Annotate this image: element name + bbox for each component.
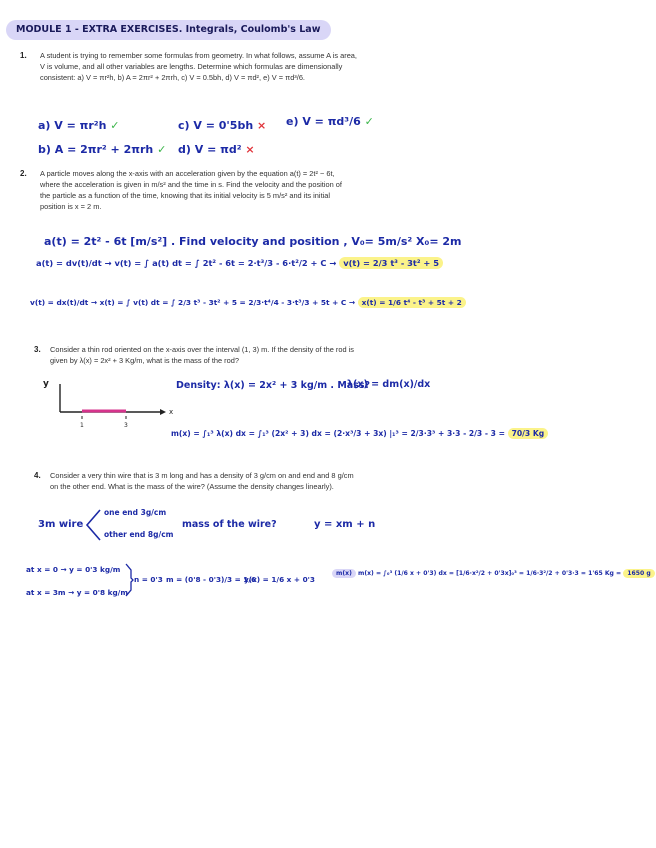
question-2-text — [40, 168, 412, 212]
question-2-line: where the acceleration is given in m/s² and the time in s. Find the velocity and the position of — [40, 180, 342, 189]
question-4-line: Consider a very thin wire that is 3 m long and has a density of 3 g/cm on and end and 8 g/cm — [50, 471, 354, 480]
question-3-number: 3. — [34, 345, 41, 354]
q3-mass-work — [171, 430, 548, 438]
question-3-line: Consider a thin rod oriented on the x-axis over the interval (1, 3) m. If the density of the rod is — [50, 345, 354, 354]
q4-mass-question: mass of the wire? — [182, 519, 277, 530]
q4-mass-work — [332, 571, 655, 577]
q4-at-zero: at x = 0 → y = 0'3 kg/m — [26, 565, 121, 574]
question-1-text — [40, 50, 412, 83]
q3-mass-derivation: m(x) = ∫₁³ λ(x) dx = ∫₁³ (2x² + 3) dx = (2·x³/3 + 3x) |₁³ = 2/3·3³ + 3·3 - 2/3 - 3 = — [171, 429, 505, 438]
q4-mass-result: 1650 g — [623, 569, 654, 578]
q4-end1: one end 3g/cm — [104, 508, 167, 517]
answer-1d-text: d) V = πd² — [178, 143, 242, 156]
question-2-line: the particle as a function of the time, knowing that its initial velocity is 5 m/s² and its initial — [40, 191, 331, 200]
q4-slope: m = (0'8 - 0'3)/3 = 1/6 — [166, 575, 257, 584]
question-1-line: consistent: a) V = πr²h, b) A = 2πr² + 2πrh, c) V = 0.5bh, d) V = πd², e) V = πd³/6. — [40, 73, 305, 82]
tick-3-label: 3 — [124, 422, 128, 429]
q3-density: Density: λ(x) = 2x² + 3 kg/m . Mass? — [176, 380, 371, 391]
question-1-line: A student is trying to remember some formulas from geometry. In what follows, assume A is area, — [40, 51, 357, 60]
q4-y-of-x: y(x) = 1/6 x + 0'3 — [244, 575, 315, 584]
wire-brace-icon — [84, 508, 102, 542]
check-icon: ✓ — [157, 143, 167, 156]
answer-1c — [178, 120, 266, 131]
q3-lambda-definition: λ(x) = dm(x)/dx — [347, 379, 431, 390]
answer-1e — [286, 116, 374, 127]
q2-velocity-result: v(t) = 2/3 t³ - 3t² + 5 — [339, 257, 443, 269]
answer-1d — [178, 144, 255, 155]
question-2-line: A particle moves along the x-axis with an acceleration given by the equation a(t) = 2t² − 6t, — [40, 169, 335, 178]
answer-1a-text: a) V = πr²h — [38, 119, 107, 132]
x-axis-label: x — [169, 408, 174, 416]
question-3-line: given by λ(x) = 2x² + 3 Kg/m, what is the mass of the rod? — [50, 356, 239, 365]
y-axis-label: y — [43, 379, 49, 389]
x-axis-arrow-icon — [160, 409, 166, 415]
q2-work-velocity — [36, 259, 443, 267]
check-icon: ✓ — [110, 119, 120, 132]
q2-position-derivation: v(t) = dx(t)/dt → x(t) = ∫ v(t) dt = ∫ 2/3 t³ - 3t² + 5 = 2/3·t⁴/4 - 3·t³/3 + 5t + C → — [30, 298, 356, 307]
q2-work-position — [30, 299, 466, 306]
q4-line-equation: y = xm + n — [314, 519, 376, 530]
q2-velocity-derivation: a(t) = dv(t)/dt → v(t) = ∫ a(t) dt = ∫ 2t² - 6t = 2·t³/3 - 6·t²/2 + C → — [36, 258, 337, 268]
question-2-number: 2. — [20, 169, 27, 178]
q4-wire: 3m wire — [38, 519, 84, 530]
answer-1b-text: b) A = 2πr² + 2πrh — [38, 143, 154, 156]
question-2-line: position is x = 2 m. — [40, 202, 102, 211]
question-3-text — [50, 344, 440, 366]
q4-n: n = 0'3 — [134, 575, 163, 584]
answer-1e-text: e) V = πd³/6 — [286, 115, 361, 128]
question-1-line: V is volume, and all other variables are lengths. Determine which formulas are dimensionally — [40, 62, 343, 71]
system-brace-icon — [124, 562, 134, 598]
question-4-text — [50, 470, 440, 492]
q3-mass-result: 70/3 Kg — [508, 428, 549, 439]
question-4-number: 4. — [34, 471, 41, 480]
q4-mass-label: m(x) — [332, 569, 356, 578]
cross-icon: × — [245, 143, 255, 156]
q2-position-result: x(t) = 1/6 t⁴ - t³ + 5t + 2 — [358, 297, 466, 308]
page-title: MODULE 1 - EXTRA EXERCISES. Integrals, Coulomb's Law — [6, 20, 331, 40]
tick-1-label: 1 — [80, 422, 84, 429]
check-icon: ✓ — [364, 115, 374, 128]
cross-icon: × — [257, 119, 267, 132]
answer-1b — [38, 144, 166, 155]
q4-at-three: at x = 3m → y = 0'8 kg/m — [26, 588, 128, 597]
answer-1c-text: c) V = 0'5bh — [178, 119, 254, 132]
question-1-number: 1. — [20, 51, 27, 60]
question-4-line: on the other end. What is the mass of the wire? (Assume the density changes linearly). — [50, 482, 334, 491]
answer-1a — [38, 120, 120, 131]
q2-work-given: a(t) = 2t² - 6t [m/s²] . Find velocity and position , V₀= 5m/s² X₀= 2m — [44, 235, 462, 248]
q4-end2: other end 8g/cm — [104, 530, 174, 539]
q4-mass-derivation: m(x) = ∫₀³ (1/6 x + 0'3) dx = [1/6·x²/2 + 0'3x]₀³ = 1/6·3²/2 + 0'3·3 = 1'65 Kg = — [357, 570, 622, 577]
rod-diagram — [30, 372, 180, 432]
